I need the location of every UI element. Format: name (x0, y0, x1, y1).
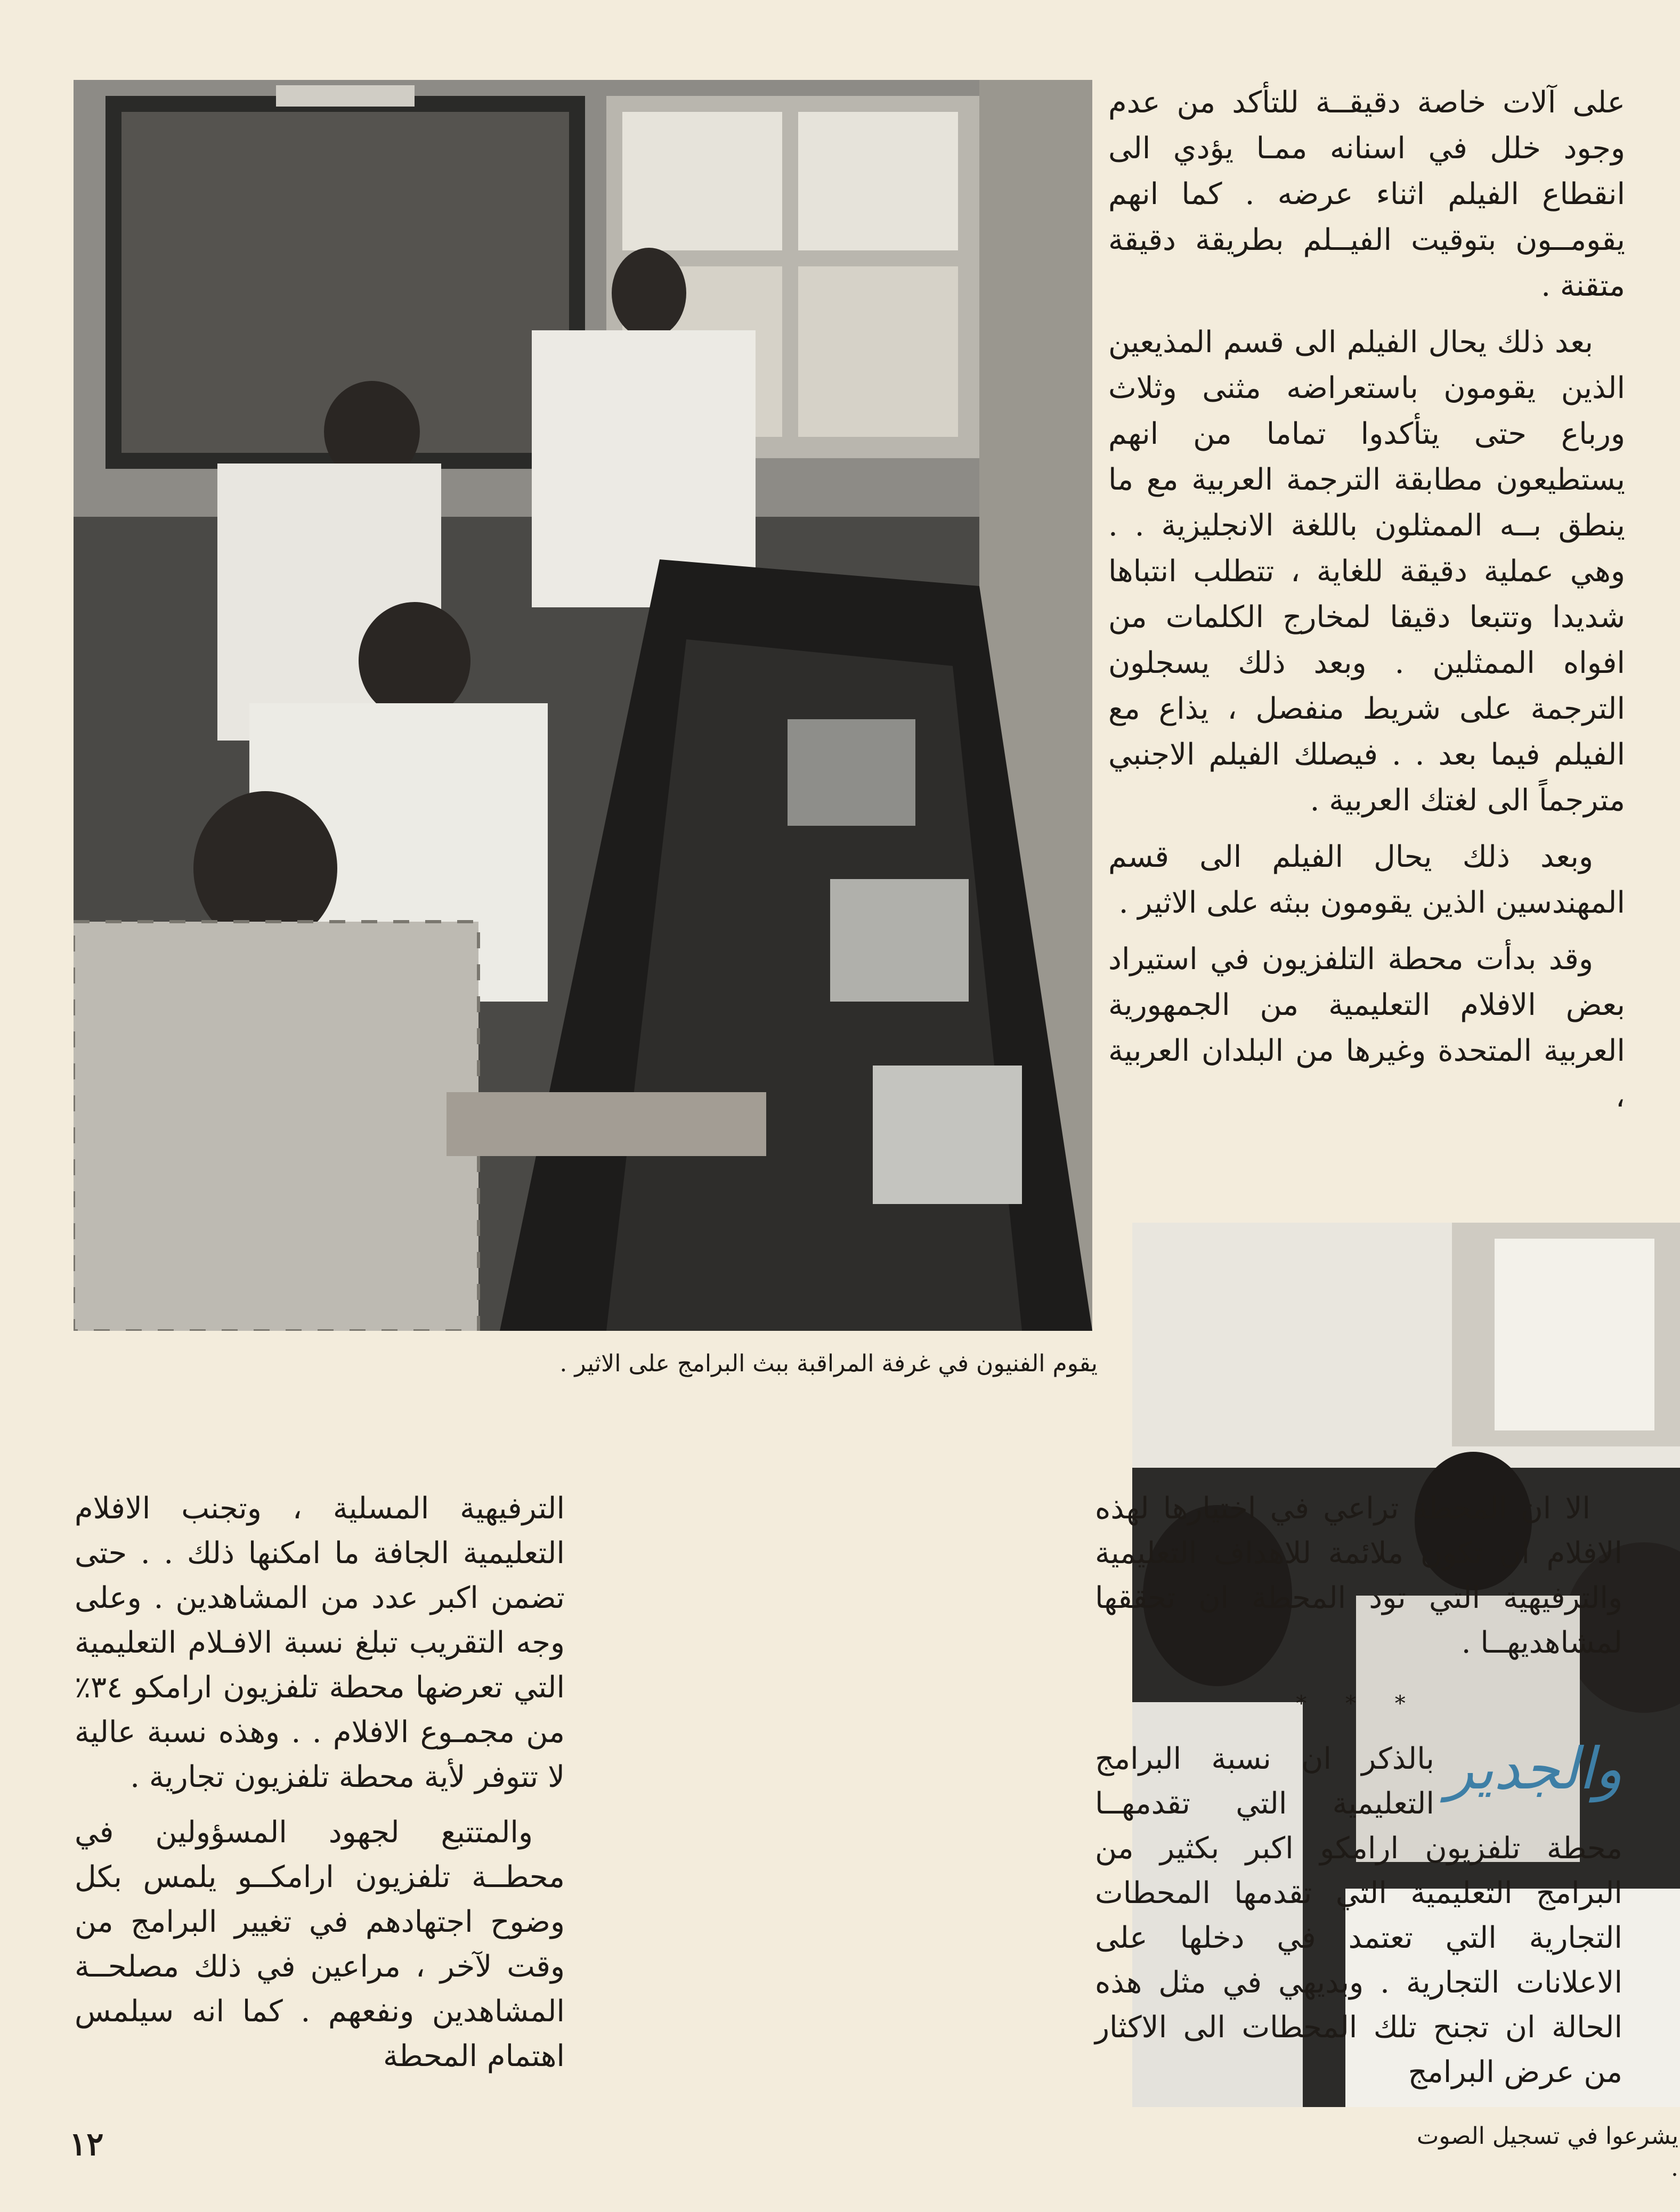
bottom-right-paragraph-2 (1095, 1737, 1622, 2095)
top-paragraph-4: وقد بدأت محطة التلفزيون في استيراد بعض الافلام التعليمية من الجمهورية العربية المتحدة وغيرها من البلدان العربية ، (1108, 942, 1625, 1114)
bottom-left-column (75, 1486, 565, 2089)
wal-jadeer-logo: والجدير (1446, 1736, 1622, 1802)
side-photo-caption: يشرعوا في تسجيل الصوت . (1416, 2122, 1678, 2182)
bottom-left-paragraph-1: الترفيهية المسلية ، وتجنب الافلام التعليمية الجافة ما امكنها ذلك . . حتى تضمن اكبر عدد من المشاهدين . وعلى وجه التقريب تبلغ نسبة الافـلام التعليمية التي تعرضها محطة تلفزيون ارامكو ٣٤٪ من مجمـوع الافلام . . وهذه نسبة عالية لا تتوفر لأية محطة تلفزيون تجارية . (75, 1491, 565, 1794)
section-separator: * * * (1296, 1691, 1422, 1716)
control-room-photo (74, 80, 1092, 1331)
bottom-right-paragraph-1: الا ان المحطة تراعي في اختيارها لهذه الافلام ان تكون ملائمة للاهداف التعليمية والترفيهية التي تود المحطة ان تحققها لمشاهديهــا . (1095, 1491, 1622, 1660)
top-paragraph-3: وبعد ذلك يحال الفيلم الى قسم المهندسين الذين يقومون ببثه على الاثير . (1108, 840, 1625, 920)
bottom-right-column (1095, 1486, 1622, 2105)
top-paragraph-1: على آلات خاصة دقيقــة للتأكد من عدم وجود خلل في اسنانه ممـا يؤدي الى انقطاع الفيلم اثناء عرضه . كما انهم يقومــون بتوقيت الفيــلم بطريقة دقيقة متقنة . (1108, 85, 1625, 303)
bottom-left-paragraph-2: والمتتبع لجهود المسؤولين في محطــة تلفزيون ارامكــو يلمس بكل وضوح اجتهادهم في تغيير البرامج من وقت لآخر ، مراعين في ذلك مصلحــة المشاهدين ونفعهم . كما انه سيلمس اهتمام المحطة (75, 1815, 565, 2073)
main-photo-caption: يقوم الفنيون في غرفة المراقبة ببث البرامج على الاثير . (559, 1350, 1098, 1377)
control-room-photo-illustration (74, 80, 1092, 1331)
top-text-column (1108, 80, 1625, 1131)
page-number: ١٢ (69, 2126, 104, 2163)
top-paragraph-2: بعد ذلك يحال الفيلم الى قسم المذيعين الذين يقومون باستعراضه مثنى وثلاث ورباع حتى يتأكدوا تماما من انهم يستطيعون مطابقة الترجمة العربية مع ما ينطق بــه الممثلون باللغة الانجليزية . . وهي عملية دقيقة للغاية ، تتطلب انتباها شديدا وتتبعا دقيقا لمخارج الكلمات من افواه الممثلين . وبعد ذلك يسجلون الترجمة على شريط منفصل ، يذاع مع الفيلم فيما بعد . . فيصلك الفيلم الاجنبي مترجماً الى لغتك العربية . (1108, 325, 1625, 818)
bottom-right-paragraph-2-text: بالذكر ان نسبة البرامج التعليمية التي تقدمهــا محطة تلفزيون ارامكو اكبر بكثير من البرامج التعليمية التي تقدمها المحطات التجارية التي تعتمد في دخلها على الاعلانات التجارية . وبديهي في مثل هذه الحالة ان تجنح تلك المحطات الى الاكثار من عرض البرامج (1095, 1742, 1622, 2089)
